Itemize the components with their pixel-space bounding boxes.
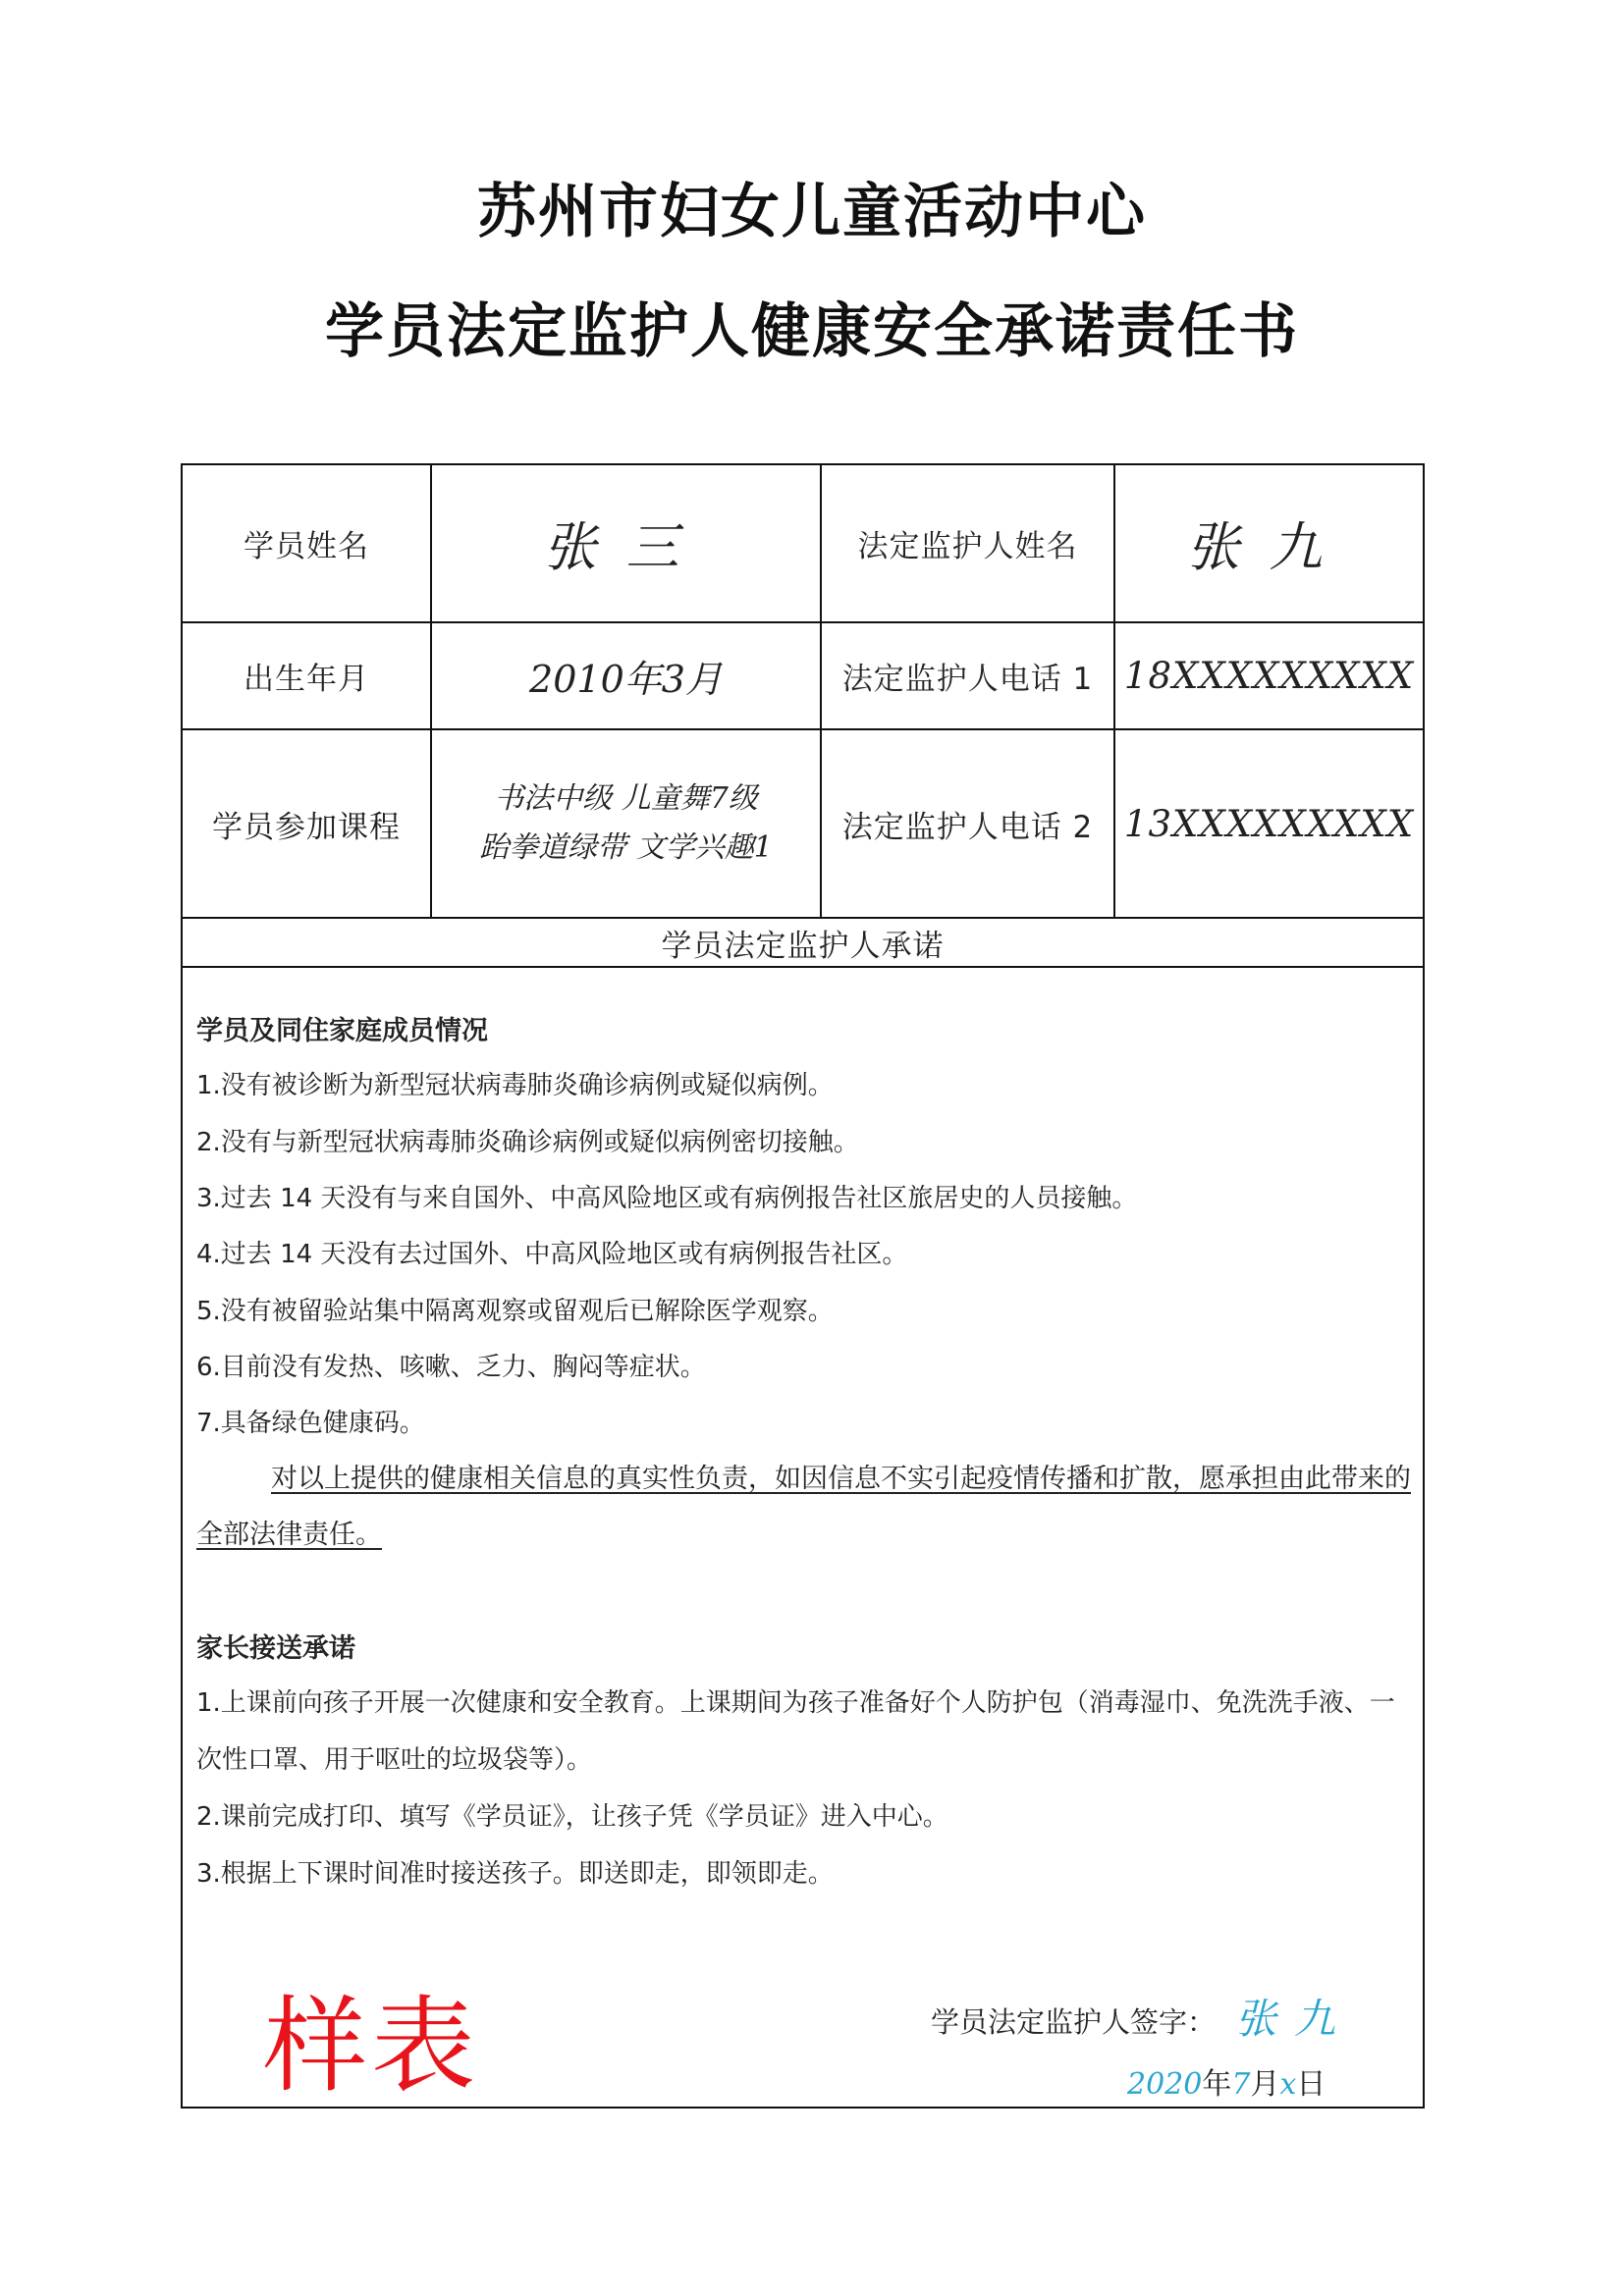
birth-label: 出生年月: [244, 662, 369, 697]
signature-date: [1127, 2059, 1326, 2103]
phone2-value[interactable]: 13XXXXXXXXX: [1123, 802, 1415, 845]
phone1-label: 法定监护人电话 1: [841, 662, 1094, 697]
courses-value[interactable]: [432, 730, 820, 917]
pickup-item: 3.根据上下课时间准时接送孩子。即送即走，即领即走。: [196, 1859, 834, 1889]
responsibility-statement: 对以上提供的健康相关信息的真实性负责，如因信息不实引起疫情传播和扩散，愿承担由此带来的全部法律责任。: [196, 1464, 1411, 1550]
courses-line-1: 书法中级 儿童舞7级: [494, 781, 758, 816]
guardian-name-value[interactable]: 张九: [1186, 516, 1352, 578]
guardian-signature[interactable]: 张九: [1235, 1995, 1354, 2043]
pickup-heading: 家长接送承诺: [196, 1633, 355, 1664]
health-item: 4.过去 14 天没有去过国外、中高风险地区或有病例报告社区。: [196, 1240, 908, 1269]
health-item: 5.没有被留验站集中隔离观察或留观后已解除医学观察。: [196, 1297, 834, 1326]
document-subtitle: 学员法定监护人健康安全承诺责任书: [325, 297, 1299, 366]
row-divider: [181, 966, 1425, 968]
courses-label: 学员参加课程: [212, 809, 401, 845]
courses-line-2: 跆拳道绿带 文学兴趣1: [479, 830, 773, 865]
month-unit: 月: [1250, 2067, 1280, 2102]
guardian-name-label: 法定监护人姓名: [857, 529, 1078, 564]
health-heading: 学员及同住家庭成员情况: [196, 1016, 488, 1046]
day-unit: 日: [1296, 2067, 1326, 2102]
document-title: 苏州市妇女儿童活动中心: [477, 178, 1147, 246]
pickup-item: 1.上课前向孩子开展一次健康和安全教育。上课期间为孩子准备好个人防护包（消毒湿巾、免洗洗手液、一次性口罩、用于呕吐的垃圾袋等）。: [196, 1688, 1395, 1775]
phone2-label: 法定监护人电话 2: [841, 809, 1094, 845]
student-name-value[interactable]: 张三: [543, 516, 709, 578]
year-unit: 年: [1202, 2067, 1232, 2102]
commitment-section-header: 学员法定监护人承诺: [661, 928, 945, 964]
date-year[interactable]: 2020: [1127, 2067, 1203, 2102]
health-item: 2.没有与新型冠状病毒肺炎确诊病例或疑似病例密切接触。: [196, 1128, 859, 1157]
student-name-label: 学员姓名: [244, 529, 369, 564]
health-item: 7.具备绿色健康码。: [196, 1409, 425, 1438]
birth-value[interactable]: 2010年3月: [529, 658, 723, 701]
health-item: 1.没有被诊断为新型冠状病毒肺炎确诊病例或疑似病例。: [196, 1071, 834, 1100]
health-item: 6.目前没有发热、咳嗽、乏力、胸闷等症状。: [196, 1353, 706, 1382]
sample-stamp: 样表: [263, 1986, 479, 2107]
signature-label: 学员法定监护人签字：: [931, 2005, 1217, 2039]
health-item: 3.过去 14 天没有与来自国外、中高风险地区或有病例报告社区旅居史的人员接触。: [196, 1184, 1138, 1213]
date-month[interactable]: 7: [1231, 2067, 1251, 2102]
date-day[interactable]: x: [1279, 2067, 1297, 2102]
phone1-value[interactable]: 18XXXXXXXXX: [1123, 655, 1415, 697]
pickup-item: 2.课前完成打印、填写《学员证》，让孩子凭《学员证》进入中心。: [196, 1802, 948, 1832]
